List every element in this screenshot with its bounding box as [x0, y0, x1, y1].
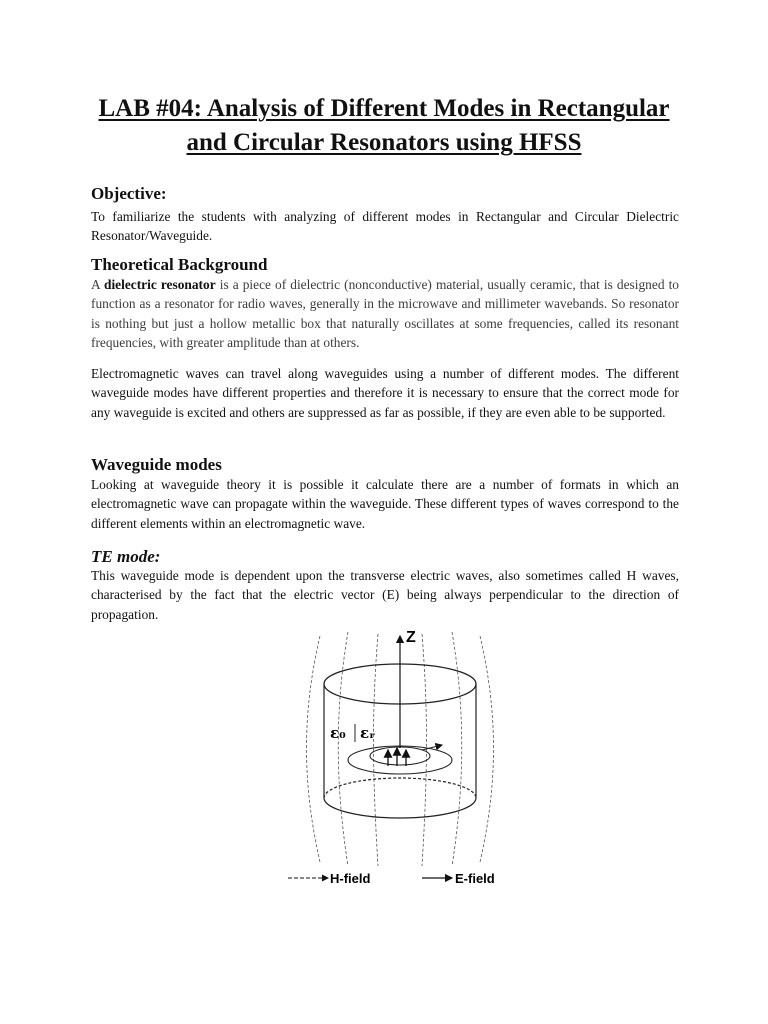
epsilon-0-label: ε₀ — [330, 724, 346, 742]
te-mode-text: This waveguide mode is dependent upon the transverse electric waves, also sometimes called H waves, characterised by the fact that the electric vector (E) being always perpendicular to the direction of propagation. — [91, 568, 679, 622]
legend — [288, 871, 495, 886]
background-paragraph-1 — [91, 275, 679, 352]
waveguide-modes-heading: Waveguide modes — [91, 455, 222, 474]
h-field-legend-label: H-field — [330, 871, 371, 886]
title-line-1: LAB #04: Analysis of Different Modes in Rectangular — [98, 95, 670, 122]
h-field-loops — [348, 745, 452, 774]
objective-heading: Objective: — [91, 184, 167, 203]
background-heading: Theoretical Background — [91, 255, 268, 274]
te-mode-heading: TE mode: — [91, 547, 161, 566]
title-line-2: and Circular Resonators using HFSS — [186, 129, 582, 156]
e-field-arrows — [388, 748, 406, 766]
background-p1-bold: dielectric resonator — [104, 277, 216, 292]
background-p1-post: is a piece of dielectric (nonconductive) material, usually ceramic, that is designed to function as a resonator for radio waves, generally in the microwave and millimeter wavebands. So resonator is nothing but just a hollow metallic box that naturally oscillates at some frequencies, called its resonant frequencies, with greater amplitude than at others. — [91, 277, 679, 350]
objective-text: To familiarize the students with analyzing of different modes in Rectangular and Circular Dielectric Resonator/Waveguide. — [91, 209, 679, 244]
epsilon-r-label: εᵣ — [360, 724, 376, 742]
page-title — [60, 92, 708, 160]
resonator-diagram — [280, 618, 520, 894]
waveguide-modes-text: Looking at waveguide theory it is possible it calculate there are a number of formats in which an electromagnetic wave can propagate within the waveguide. These different types of waves correspond to the different elements within an electromagnetic wave. — [91, 477, 679, 531]
e-field-legend-label: E-field — [455, 871, 495, 886]
z-axis-label: Z — [406, 629, 416, 646]
background-paragraph-2: Electromagnetic waves can travel along waveguides using a number of different modes. The different waveguide modes have different properties and therefore it is necessary to ensure that the correct mode for any waveguide is excited and others are suppressed as far as possible, if they are even able to be supported. — [91, 366, 679, 420]
background-p1-pre: A — [91, 277, 104, 292]
